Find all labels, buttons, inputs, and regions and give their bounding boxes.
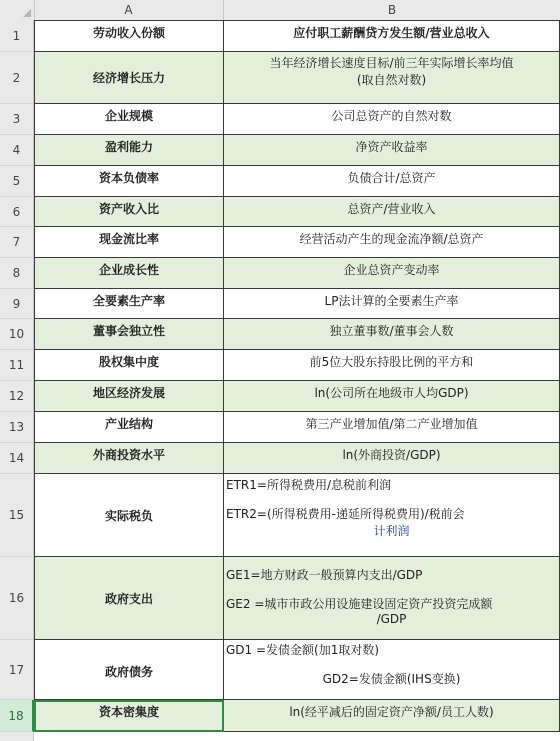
- cell-b3[interactable]: 公司总资产的自然对数: [224, 104, 560, 135]
- select-all-icon: [23, 9, 31, 17]
- row-header-5[interactable]: 5: [0, 166, 34, 197]
- cell-b8[interactable]: 企业总资产变动率: [224, 258, 560, 289]
- row-header-2[interactable]: 2: [0, 52, 34, 104]
- cell-b2-line-1: 当年经济增长速度目标/前三年实际增长率均值: [269, 56, 514, 70]
- cell-b15-line-3: 计利润: [373, 524, 410, 538]
- cell-b13[interactable]: 第三产业增加值/第二产业增加值: [224, 412, 560, 443]
- cell-b15[interactable]: [224, 474, 560, 557]
- cell-b5[interactable]: 负债合计/总资产: [224, 166, 560, 197]
- cell-b6[interactable]: 总资产/营业收入: [224, 197, 560, 227]
- row-header-12[interactable]: 12: [0, 381, 34, 412]
- cell-b14[interactable]: ln(外商投资/GDP): [224, 443, 560, 474]
- cell-b16-line-1: GE1=地方财政一般预算内支出/GDP: [226, 568, 423, 582]
- cell-b16[interactable]: [224, 557, 560, 640]
- column-header-a[interactable]: A: [34, 0, 224, 20]
- row-header-16[interactable]: 16: [0, 557, 34, 640]
- row-header-15[interactable]: 15: [0, 474, 34, 557]
- cell-a13[interactable]: 产业结构: [34, 412, 224, 443]
- cell-a11[interactable]: 股权集中度: [34, 350, 224, 381]
- row-header-14[interactable]: 14: [0, 443, 34, 474]
- cell-b17-line-2: GD2=发债金额(IHS变换): [322, 672, 461, 686]
- cell-a5[interactable]: 资本负债率: [34, 166, 224, 197]
- cell-b12[interactable]: ln(公司所在地级市人均GDP): [224, 381, 560, 412]
- cell-b7[interactable]: 经营活动产生的现金流净额/总资产: [224, 227, 560, 258]
- cell-a7[interactable]: 现金流比率: [34, 227, 224, 258]
- cell-b2[interactable]: [224, 52, 560, 104]
- cell-b16-line-3: /GDP: [376, 612, 407, 626]
- cell-b1[interactable]: 应付职工薪酬贷方发生额/营业总收入: [224, 20, 560, 52]
- row-header-8[interactable]: 8: [0, 258, 34, 289]
- cell-b11[interactable]: 前5位大股东持股比例的平方和: [224, 350, 560, 381]
- cell-a9[interactable]: 全要素生产率: [34, 289, 224, 319]
- cell-b15-line-1: ETR1=所得税费用/息税前利润: [226, 478, 391, 492]
- row-header-6[interactable]: 6: [0, 197, 34, 227]
- cell-a8[interactable]: 企业成长性: [34, 258, 224, 289]
- row-header-10[interactable]: 10: [0, 319, 34, 350]
- cell-b10[interactable]: 独立董事数/董事会人数: [224, 319, 560, 350]
- select-all-corner[interactable]: [0, 0, 35, 20]
- column-header-b[interactable]: B: [387, 3, 397, 17]
- row-header-19[interactable]: [0, 732, 34, 741]
- cell-b4[interactable]: 净资产收益率: [224, 135, 560, 166]
- cell-b15-line-2: ETR2=(所得税费用-递延所得税费用)/税前会: [226, 507, 465, 521]
- cell-b18[interactable]: ln(经平减后的固定资产净额/员工人数): [224, 700, 560, 732]
- cell-a12[interactable]: 地区经济发展: [34, 381, 224, 412]
- row-header-3[interactable]: 3: [0, 104, 34, 135]
- row-header-13[interactable]: 13: [0, 412, 34, 443]
- cell-b9[interactable]: LP法计算的全要素生产率: [224, 289, 560, 319]
- row-header-1[interactable]: 1: [0, 20, 34, 52]
- cell-a2[interactable]: 经济增长压力: [34, 52, 224, 104]
- cell-a16[interactable]: 政府支出: [34, 557, 224, 640]
- cell-b17[interactable]: [224, 640, 560, 700]
- row-header-9[interactable]: 9: [0, 289, 34, 319]
- cell-a3[interactable]: 企业规模: [34, 104, 224, 135]
- cell-a17[interactable]: 政府债务: [34, 640, 224, 700]
- row-header-7[interactable]: 7: [0, 227, 34, 258]
- row-header-11[interactable]: 11: [0, 350, 34, 381]
- cell-b16-line-2: GE2 =城市市政公用设施建设固定资产投资完成额: [226, 597, 493, 611]
- cell-a1[interactable]: 劳动收入份额: [34, 20, 224, 52]
- cell-a10[interactable]: 董事会独立性: [34, 319, 224, 350]
- cell-a14[interactable]: 外商投资水平: [34, 443, 224, 474]
- row-header-4[interactable]: 4: [0, 135, 34, 166]
- cell-a4[interactable]: 盈利能力: [34, 135, 224, 166]
- row-header-18[interactable]: 18: [0, 700, 34, 732]
- cell-a6[interactable]: 资产收入比: [34, 197, 224, 227]
- cell-a15[interactable]: 实际税负: [34, 474, 224, 557]
- cell-a18[interactable]: 资本密集度: [34, 700, 224, 732]
- cell-b17-line-1: GD1 =发债金额(加1取对数): [226, 643, 380, 657]
- row-header-17[interactable]: 17: [0, 640, 34, 700]
- cell-b2-line-2: (取自然对数): [356, 73, 427, 87]
